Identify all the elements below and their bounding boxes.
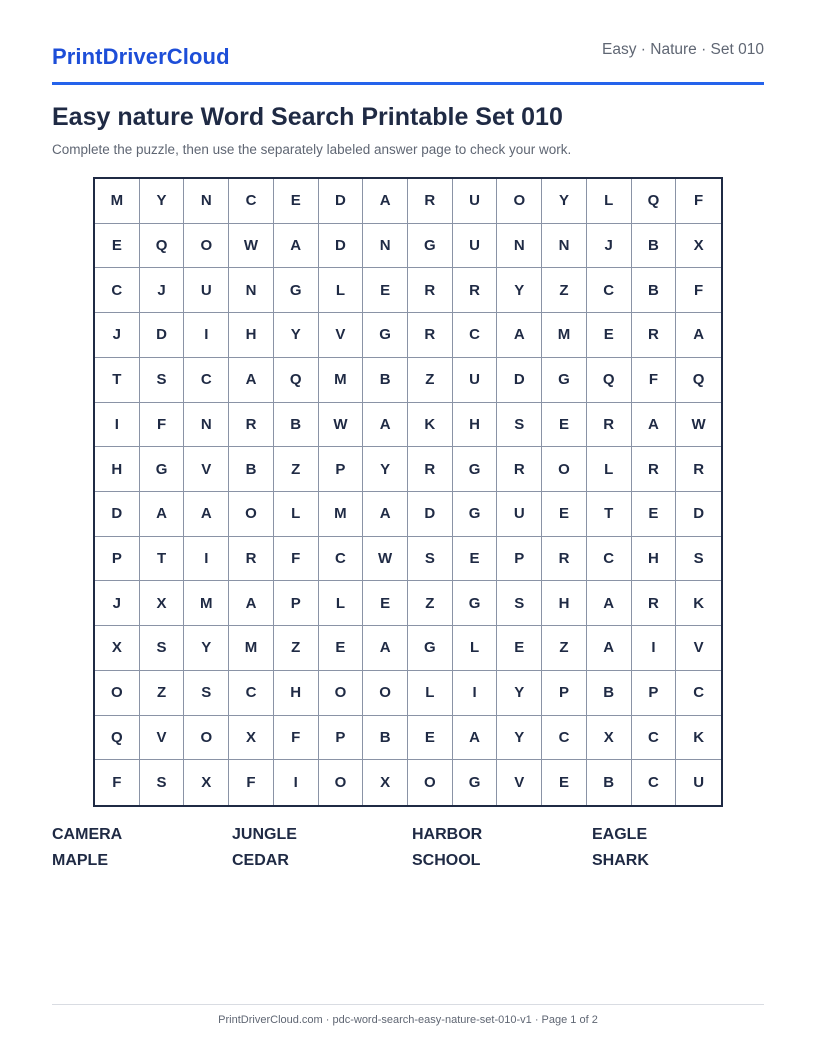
grid-cell: O [319, 760, 364, 805]
word-list-item: SCHOOL [412, 852, 481, 869]
grid-cell: X [363, 760, 408, 805]
grid-cell: I [184, 313, 229, 358]
grid-cell: Z [542, 268, 587, 313]
grid-cell: Q [274, 358, 319, 403]
grid-cell: R [497, 447, 542, 492]
word-list-item: SHARK [592, 852, 649, 869]
grid-cell: F [676, 179, 721, 224]
grid-cell: U [453, 358, 498, 403]
grid-cell: Y [184, 626, 229, 671]
grid-cell: A [453, 716, 498, 761]
grid-cell: Z [140, 671, 185, 716]
grid-cell: S [497, 581, 542, 626]
grid-cell: A [229, 358, 274, 403]
grid-cell: F [632, 358, 677, 403]
grid-cell: F [229, 760, 274, 805]
grid-cell: B [632, 224, 677, 269]
grid-cell: J [95, 313, 140, 358]
grid-cell: E [542, 403, 587, 448]
grid-cell: H [542, 581, 587, 626]
grid-cell: R [408, 179, 453, 224]
grid-cell: Z [408, 581, 453, 626]
grid-cell: S [140, 358, 185, 403]
grid-cell: E [274, 179, 319, 224]
grid-cell: G [453, 492, 498, 537]
grid-cell: O [229, 492, 274, 537]
word-list [52, 826, 772, 870]
grid-cell: G [140, 447, 185, 492]
grid-cell: I [632, 626, 677, 671]
grid-cell: X [140, 581, 185, 626]
grid-cell: H [274, 671, 319, 716]
page-subtitle: Complete the puzzle, then use the separately labeled answer page to check your work. [52, 142, 572, 157]
grid-cell: E [319, 626, 364, 671]
grid-cell: W [676, 403, 721, 448]
grid-cell: U [453, 224, 498, 269]
grid-cell: E [497, 626, 542, 671]
grid-cell: G [453, 447, 498, 492]
grid-cell: N [184, 403, 229, 448]
grid-cell: O [497, 179, 542, 224]
grid-cell: Y [497, 716, 542, 761]
grid-cell: Y [497, 268, 542, 313]
grid-cell: G [274, 268, 319, 313]
grid-cell: E [453, 537, 498, 582]
grid-cell: O [184, 716, 229, 761]
grid-cell: P [497, 537, 542, 582]
grid-cell: S [140, 760, 185, 805]
grid-cell: A [140, 492, 185, 537]
grid-cell: G [363, 313, 408, 358]
grid-cell: X [229, 716, 274, 761]
grid-cell: O [184, 224, 229, 269]
word-list-item: HARBOR [412, 826, 483, 843]
grid-cell: P [319, 447, 364, 492]
grid-cell: L [408, 671, 453, 716]
grid-cell: R [408, 447, 453, 492]
grid-cell: S [497, 403, 542, 448]
grid-cell: H [632, 537, 677, 582]
grid-cell: B [587, 760, 632, 805]
grid-cell: C [319, 537, 364, 582]
grid-cell: D [95, 492, 140, 537]
grid-cell: N [229, 268, 274, 313]
grid-cell: F [140, 403, 185, 448]
grid-cell: A [184, 492, 229, 537]
page-title: Easy nature Word Search Printable Set 010 [52, 103, 563, 131]
grid-cell: R [632, 447, 677, 492]
grid-cell: S [184, 671, 229, 716]
word-list-item: CEDAR [232, 852, 289, 869]
grid-cell: R [632, 581, 677, 626]
grid-cell: S [408, 537, 453, 582]
grid-cell: I [184, 537, 229, 582]
grid-cell: E [542, 492, 587, 537]
grid-cell: J [140, 268, 185, 313]
grid-cell: E [95, 224, 140, 269]
grid-cell: B [632, 268, 677, 313]
grid-cell: D [319, 224, 364, 269]
grid-cell: D [676, 492, 721, 537]
grid-cell: C [453, 313, 498, 358]
grid-cell: R [587, 403, 632, 448]
grid-cell: R [453, 268, 498, 313]
grid-cell: C [587, 537, 632, 582]
grid-cell: M [95, 179, 140, 224]
grid-cell: H [229, 313, 274, 358]
grid-cell: V [319, 313, 364, 358]
grid-cell: S [676, 537, 721, 582]
grid-cell: Z [408, 358, 453, 403]
grid-cell: A [587, 626, 632, 671]
grid-cell: I [274, 760, 319, 805]
grid-cell: P [274, 581, 319, 626]
puzzle-meta: Easy · Nature · Set 010 [602, 41, 764, 58]
grid-cell: R [229, 403, 274, 448]
grid-cell: A [274, 224, 319, 269]
grid-cell: M [319, 358, 364, 403]
grid-cell: Q [632, 179, 677, 224]
grid-cell: I [95, 403, 140, 448]
grid-cell: O [363, 671, 408, 716]
grid-cell: K [408, 403, 453, 448]
grid-cell: E [363, 581, 408, 626]
grid-cell: G [453, 760, 498, 805]
grid-cell: C [229, 671, 274, 716]
grid-cell: U [693, 774, 705, 792]
grid-cell: K [676, 581, 721, 626]
grid-cell: T [95, 358, 140, 403]
grid-cell: C [95, 268, 140, 313]
grid-cell: F [95, 760, 140, 805]
word-search-grid [93, 177, 723, 807]
grid-cell: B [363, 716, 408, 761]
grid-cell: V [140, 716, 185, 761]
grid-cell: C [676, 671, 721, 716]
grid-cell: P [319, 716, 364, 761]
grid-cell: J [587, 224, 632, 269]
word-list-item: CAMERA [52, 826, 123, 843]
grid-cell: K [676, 716, 721, 761]
grid-cell: F [274, 716, 319, 761]
grid-cell: R [229, 537, 274, 582]
grid-cell: C [229, 179, 274, 224]
grid-cell: G [408, 224, 453, 269]
grid-cell: N [497, 224, 542, 269]
grid-cell: B [363, 358, 408, 403]
word-list-item: EAGLE [592, 826, 648, 843]
grid-cell: A [632, 403, 677, 448]
grid-cell: F [274, 537, 319, 582]
grid-cell: Q [676, 358, 721, 403]
grid-cell: C [184, 358, 229, 403]
grid-cell: T [587, 492, 632, 537]
grid-cell: D [140, 313, 185, 358]
grid-cell: L [587, 179, 632, 224]
grid-cell: A [497, 313, 542, 358]
grid-cell: X [184, 760, 229, 805]
grid-cell: F [676, 268, 721, 313]
grid-cell: U [184, 268, 229, 313]
grid-cell: C [632, 716, 677, 761]
grid-cell: G [453, 581, 498, 626]
grid-cell: A [363, 403, 408, 448]
grid-cell: M [184, 581, 229, 626]
grid-cell: G [542, 358, 587, 403]
grid-cell: T [140, 537, 185, 582]
grid-cell: U [497, 492, 542, 537]
grid-cell: W [319, 403, 364, 448]
grid-cell: G [408, 626, 453, 671]
word-list-item: MAPLE [52, 852, 108, 869]
grid-cell: Y [497, 671, 542, 716]
grid-cell: H [95, 447, 140, 492]
grid-cell: V [184, 447, 229, 492]
grid-cell: X [587, 716, 632, 761]
grid-cell: A [229, 581, 274, 626]
grid-cell: Q [587, 358, 632, 403]
grid-cell: B [587, 671, 632, 716]
grid-cell: J [95, 581, 140, 626]
grid-cell: R [632, 313, 677, 358]
header-divider [52, 82, 764, 85]
grid-cell: R [408, 313, 453, 358]
grid-cell: L [319, 268, 364, 313]
grid-cell: N [542, 224, 587, 269]
grid-cell: E [587, 313, 632, 358]
grid-cell: Y [542, 179, 587, 224]
grid-cell: C [587, 268, 632, 313]
grid-cell: A [363, 626, 408, 671]
grid-cell: O [95, 671, 140, 716]
grid-cell: N [363, 224, 408, 269]
grid-cell: P [632, 671, 677, 716]
grid-cell: Z [542, 626, 587, 671]
grid-cell: L [587, 447, 632, 492]
grid-cell: V [497, 760, 542, 805]
grid-cell: W [363, 537, 408, 582]
grid-cell: H [453, 403, 498, 448]
grid-cell: U [453, 179, 498, 224]
grid-cell: B [229, 447, 274, 492]
grid-cell: N [184, 179, 229, 224]
grid-cell: P [542, 671, 587, 716]
grid-cell: E [408, 716, 453, 761]
grid-cell: Z [274, 447, 319, 492]
grid-cell: A [363, 179, 408, 224]
grid-cell: P [95, 537, 140, 582]
grid-cell: O [542, 447, 587, 492]
grid-cell: R [676, 447, 721, 492]
grid-cell: Y [274, 313, 319, 358]
grid-cell: Y [363, 447, 408, 492]
grid-cell: E [363, 268, 408, 313]
grid-cell: E [542, 760, 587, 805]
brand-logo-text: PrintDriverCloud [52, 44, 230, 69]
grid-cell: Y [140, 179, 185, 224]
grid-cell: C [632, 760, 677, 805]
grid-cell: W [229, 224, 274, 269]
grid-cell: L [319, 581, 364, 626]
grid-cell: Q [140, 224, 185, 269]
grid-cell: R [542, 537, 587, 582]
grid-cell: R [408, 268, 453, 313]
grid-cell: S [140, 626, 185, 671]
grid-cell: L [274, 492, 319, 537]
grid-cell: Q [95, 716, 140, 761]
grid-cell: C [542, 716, 587, 761]
grid-cell: A [587, 581, 632, 626]
grid-cell: M [542, 313, 587, 358]
grid-cell: B [274, 403, 319, 448]
grid-cell: X [95, 626, 140, 671]
word-list-item: JUNGLE [232, 826, 297, 843]
page-footer: PrintDriverCloud.com · pdc-word-search-easy-nature-set-010-v1 · Page 1 of 2 [218, 1014, 598, 1026]
grid-cell: M [319, 492, 364, 537]
grid-cell: L [453, 626, 498, 671]
grid-cell: A [676, 313, 721, 358]
grid-cell: D [497, 358, 542, 403]
grid-cell: M [229, 626, 274, 671]
grid-cell: D [408, 492, 453, 537]
grid-cell: X [676, 224, 721, 269]
grid-cell: V [676, 626, 721, 671]
grid-cell: Z [274, 626, 319, 671]
grid-cell: I [453, 671, 498, 716]
grid-cell: A [363, 492, 408, 537]
grid-cell: O [319, 671, 364, 716]
grid-cell: D [319, 179, 364, 224]
grid-cell: O [408, 760, 453, 805]
grid-cell: E [632, 492, 677, 537]
footer-divider [52, 1004, 764, 1005]
